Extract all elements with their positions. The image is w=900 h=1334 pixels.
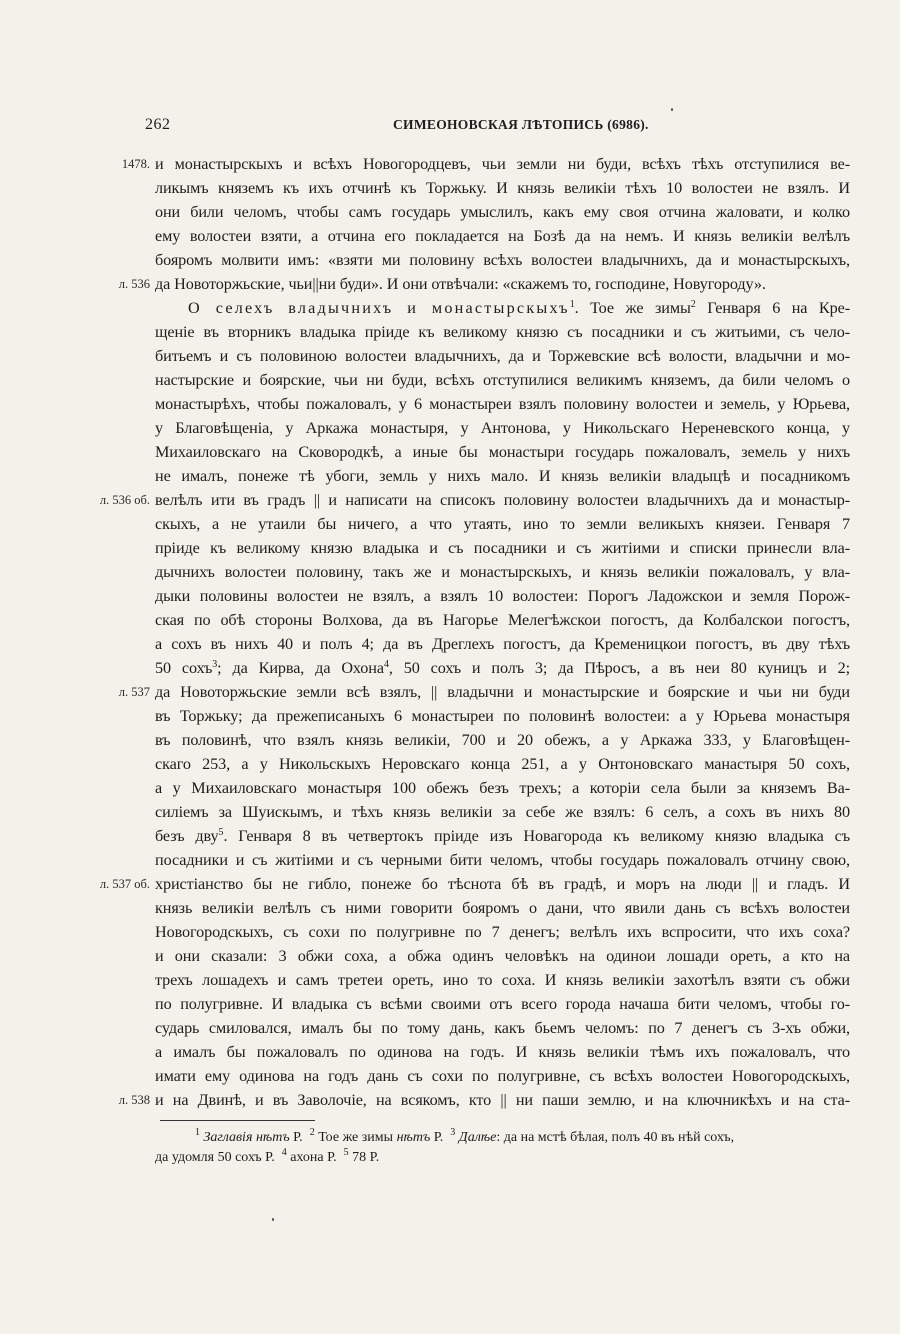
margin-folio: л. 536 об. <box>99 493 150 507</box>
footnote-line: $^1$ Заглавiя нѣтъ Р. $^2$ Тое же зимы нѣтъ Р. $^3$ Далѣе: да на мстѣ бѣлая, полъ 40 въ нѣй сохъ, <box>195 1127 735 1145</box>
margin-folio: л. 538 <box>118 1093 150 1107</box>
footnote-ref: 1 <box>569 299 575 310</box>
print-speck <box>272 1218 274 1221</box>
footnote-mark: 4 <box>281 1147 287 1158</box>
text-line: имати ему одинова на годъ дань съ сохи по полугривне, съ всѣхъ волостеи Новогородскыхъ, <box>155 1067 850 1085</box>
text-line: а у Михаиловскаго монастыря 100 обежъ безъ трехъ; а которiи села были за княземъ Ва- <box>155 779 850 797</box>
text-line: 50 сохъ$^3$; да Кирва, да Охона$^4$, 50 сохъ и полъ 3; да Пѣросъ, а въ неи 80 куницъ и 2; <box>155 659 850 677</box>
text-line: Новогородскыхъ, съ сохи по полугривне по 7 денегъ; велѣлъ ихъ вспросити, что ихъ соха? <box>155 923 850 941</box>
footnote-line: да удомля 50 сохъ Р. $^4$ ахона Р. $^5$ 78 Р. <box>155 1147 380 1165</box>
text-line: О селехъ владычнихъ и монастырскыхъ$^1$. Тое же зимы$^2$ Генваря 6 на Кре- <box>188 299 850 317</box>
margin-folio: л. 536 <box>118 277 150 291</box>
print-speck <box>671 108 673 111</box>
text-line: щенiе въ вторникъ владыка прiиде къ великому князю съ посадники и съ житьими, съ чело- <box>155 323 850 341</box>
text-line: и монастырскыхъ и всѣхъ Новогородцевъ, чьи земли ни буди, всѣхъ тѣхъ отступилися ве- <box>155 155 850 173</box>
margin-folio: л. 537 об. <box>99 877 150 891</box>
text-line: безъ дву$^5$. Генваря 8 въ четвертокъ прiиде изъ Новагорода къ великому князю владыка съ <box>155 827 850 845</box>
text-line: у Благовѣщенiа, у Аркажа монастыря, у Антонова, у Никольскаго Нереневского конца, у <box>155 419 850 437</box>
text-line: ему волостеи взяти, а отчина его покладается на Бозѣ да на немъ. И князь великiи велѣлъ <box>155 227 850 245</box>
text-line: силiемъ за Шуискымъ, и тѣхъ князь великiи за себе же взялъ: 6 селъ, а сохъ въ нихъ 80 <box>155 803 850 821</box>
section-heading: О селехъ владычнихъ и монастырскыхъ <box>188 299 570 317</box>
text-line: монастырѣхъ, чтобы пожаловалъ, у 6 монастыреи взялъ половину волостеи и земель, у Юрьева, <box>155 395 850 413</box>
footnote-mark: 3 <box>450 1127 456 1138</box>
text-line: не ималъ, понеже тѣ убоги, земль у нихъ мало. И князь великiи владыцѣ и посадникомъ <box>155 467 850 485</box>
page-number: 262 <box>145 116 171 133</box>
text-line: они били челомъ, чтобы самъ государь умыслилъ, какъ ему своя отчина жаловати, и колко <box>155 203 850 221</box>
margin-year: 1478. <box>121 157 150 171</box>
text-line: трехъ лошадехъ и самъ третеи ореть, ино то соха. И князь великiи захотѣлъ взяти съ обжи <box>155 971 850 989</box>
text-line: Михаиловскаго на Сковородкѣ, а иные бы монастыри государь пожаловалъ, земель у нихъ <box>155 443 850 461</box>
text-line: битьемъ и съ половиною волостеи владычнихъ, да и Торжевские всѣ волости, владычни и мо- <box>155 347 850 365</box>
text-line: прiиде къ великому князю владыка и съ посадники и съ житiими и списки принесли вла- <box>155 539 850 557</box>
text-line: ликымъ княземъ къ ихъ отчинѣ къ Торжьку. И князь великiи тѣхъ 10 волостеи не взялъ. И <box>155 179 850 197</box>
text-line: а ималъ бы пожаловалъ по одинова на годъ. И князь великiи тѣмъ ихъ пожаловалъ, что <box>155 1043 850 1061</box>
text-line: дыки половины волостеи не взялъ, а взялъ 10 волостеи: Порогъ Ладожскои и земля Порож- <box>155 587 850 605</box>
text-line: посадники и съ житiими и съ черными бити челомъ, чтобы государь пожаловалъ отчину свою, <box>155 851 850 869</box>
text-line: настырские и боярские, чьи ни буди, всѣхъ отступилися великимъ княземъ, да били челомъ о <box>155 371 850 389</box>
footnote-ref: 5 <box>218 827 224 838</box>
text-line: христiанство бы не гибло, понеже бо тѣснота бѣ въ градѣ, и моръ на люди || и гладъ. И <box>155 875 850 893</box>
text-line: да Новоторжьские, чьи||ни буди». И они отвѣчали: «скажемъ то, господине, Новугороду». <box>155 275 766 293</box>
footnote-ref: 4 <box>383 659 389 670</box>
text-line: въ половинѣ, что взялъ князь великiи, 700 и 20 обежъ, а у Аркажа 333, у Благовѣщен- <box>155 731 850 749</box>
text-line: скаго 253, а у Никольскыхъ Неровскаго конца 251, а у Онтоновскаго манастыря 50 сохъ, <box>155 755 850 773</box>
text-line: князь великiи велѣлъ съ ними говорити бояромъ о дани, что явили дань съ всѣхъ волостеи <box>155 899 850 917</box>
footnote-ref: 3 <box>212 659 218 670</box>
text-line: да Новоторжьские земли всѣ взялъ, || владычни и монастырские и боярские и чьи ни буди <box>155 683 850 701</box>
margin-folio: л. 537 <box>118 685 150 699</box>
text-line: велѣлъ ити въ градъ || и написати на списокъ половину волостеи владычнихъ да и монастыр- <box>155 491 850 509</box>
text-line: скыхъ, а не утаили бы ничего, а что утаять, ино то земли великыхъ князеи. Генваря 7 <box>155 515 850 533</box>
footnote-ref: 2 <box>690 299 696 310</box>
text-line: и они сказали: 3 обжи соха, а обжа одинъ человѣкъ на одинои лошади ореть, а кто на <box>155 947 850 965</box>
text-line: ская по обѣ стороны Волхова, да въ Нагорье Мелегѣжскои погостъ, да Колбалскои погостъ, <box>155 611 850 629</box>
text-line: дычнихъ волостеи половину, такъ же и монастырскыхъ, и князь великiи пожаловалъ, у вла- <box>155 563 850 581</box>
running-title: СИМЕОНОВСКАЯ ЛѢТОПИСЬ (6986). <box>393 117 649 132</box>
footnote-mark: 5 <box>343 1147 349 1158</box>
text-line: сударь смиловался, ималъ бы по тому дань, какъ бьемъ челомъ: по 7 денегъ съ 3-хъ обжи, <box>155 1019 850 1037</box>
text-line: и на Двинѣ, и въ Заволочiе, на всякомъ, кто || ни паши землю, и на ключникѣхъ и на ста- <box>155 1091 850 1109</box>
text-line: по полугривне. И владыка съ всѣми своими отъ всего города начаша бити челомъ, чтобы го- <box>155 995 850 1013</box>
page-header <box>145 116 800 138</box>
text-line: а сохъ въ нихъ 40 и полъ 4; да въ Дреглехъ погостъ, да Кременицкои погостъ, въ дву тѣхъ <box>155 635 850 653</box>
text-line: въ Торжьку; да прежеписаныхъ 6 монастыреи по половинѣ волостеи: а у Юрьева монастыря <box>155 707 850 725</box>
footnote-rule <box>160 1120 315 1121</box>
text-line: бояромъ молвити имъ: «взяти ми половину всѣхъ волостеи владычнихъ, да и монастырскыхъ, <box>155 251 850 269</box>
footnote-mark: 2 <box>309 1127 315 1138</box>
footnote-mark: 1 <box>195 1127 200 1138</box>
